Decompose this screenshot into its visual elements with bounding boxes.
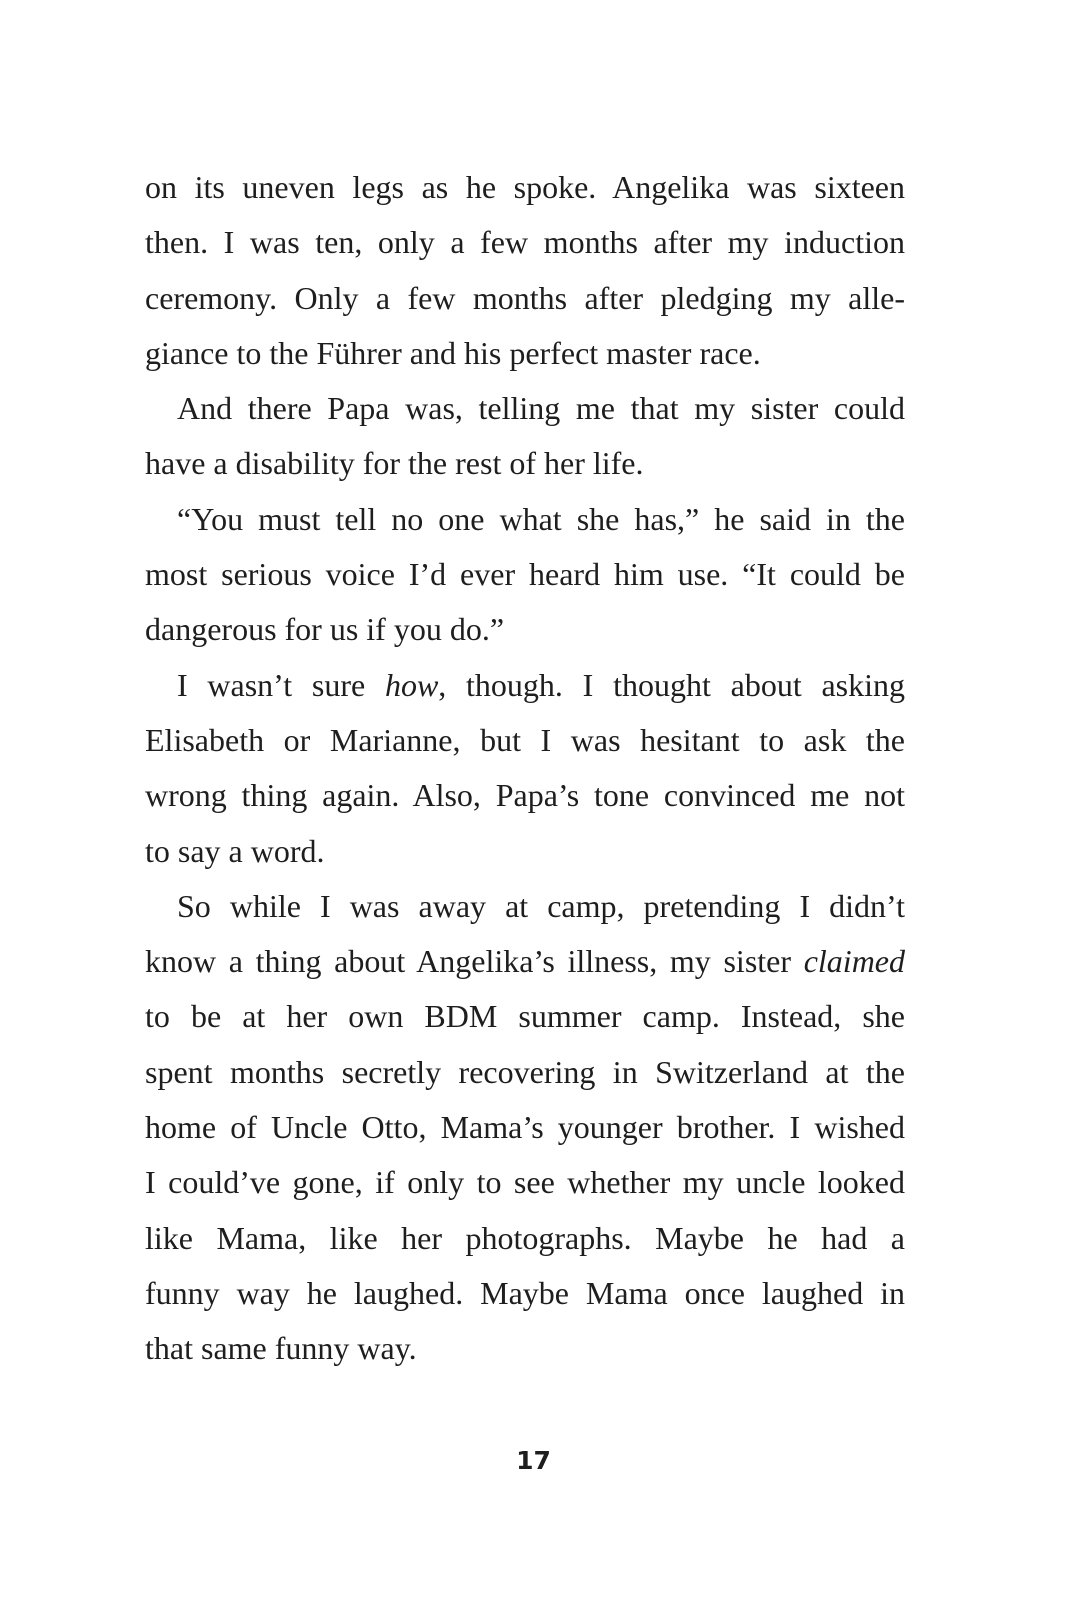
page-number: 17 [516, 1446, 551, 1475]
text-run: home of Uncle Otto, Mama’s younger brother. I wished [145, 1109, 905, 1146]
text-run: wrong thing again. Also, Papa’s tone convinced me not [145, 777, 905, 814]
text-line [145, 1211, 905, 1266]
text-run: Elisabeth or Marianne, but I was hesitant to ask the [145, 721, 905, 758]
text-line [145, 436, 905, 491]
text-run: have a disability for the rest of her life. [145, 445, 644, 482]
text-run: on its uneven legs as he spoke. Angelika was sixteen [145, 169, 905, 205]
text-run: to be at her own BDM summer camp. Instead, she [145, 998, 905, 1035]
body-text [145, 160, 905, 1377]
text-run: that same funny way. [145, 1330, 417, 1367]
text-run: I wasn’t sure [177, 666, 385, 703]
text-line [145, 824, 905, 879]
text-line [145, 713, 905, 768]
text-line [145, 602, 905, 657]
text-line [145, 1100, 905, 1155]
text-run: funny way he laughed. Maybe Mama once laughed in [145, 1274, 905, 1311]
text-run: know a thing about Angelika’s illness, my sister [145, 943, 804, 980]
text-line [145, 934, 905, 989]
text-line [145, 989, 905, 1044]
text-run: to say a word. [145, 832, 325, 869]
text-run: dangerous for us if you do.” [145, 611, 505, 648]
text-run: giance to the Führer and his perfect master race. [145, 334, 761, 371]
text-line [145, 492, 905, 547]
italic-text: how [384, 666, 439, 703]
text-line [145, 879, 905, 934]
italic-text: claimed [803, 943, 905, 980]
text-line [145, 215, 905, 270]
text-line [145, 1266, 905, 1321]
text-run: And there Papa was, telling me that my sister could [177, 390, 905, 427]
text-run: “You must tell no one what she has,” he said in the [177, 500, 905, 537]
text-run: , though. I thought about asking [438, 666, 906, 703]
text-run: then. I was ten, only a few months after my induction [145, 224, 905, 261]
text-run: ceremony. Only a few months after pledging my alle- [145, 279, 905, 316]
text-run: spent months secretly recovering in Switzerland at the [145, 1053, 905, 1090]
text-line [145, 1155, 905, 1210]
text-line [145, 1045, 905, 1100]
text-line [145, 160, 905, 215]
text-line [145, 658, 905, 713]
text-run: most serious voice I’d ever heard him use. “It could be [145, 556, 905, 593]
text-run: like Mama, like her photographs. Maybe he had a [145, 1219, 905, 1256]
text-line [145, 381, 905, 436]
text-line [145, 768, 905, 823]
text-line [145, 326, 905, 381]
text-line [145, 547, 905, 602]
text-run: I could’ve gone, if only to see whether my uncle looked [145, 1164, 905, 1201]
text-line [145, 1321, 905, 1376]
text-line [145, 271, 905, 326]
text-run: So while I was away at camp, pretending I didn’t [177, 887, 905, 924]
